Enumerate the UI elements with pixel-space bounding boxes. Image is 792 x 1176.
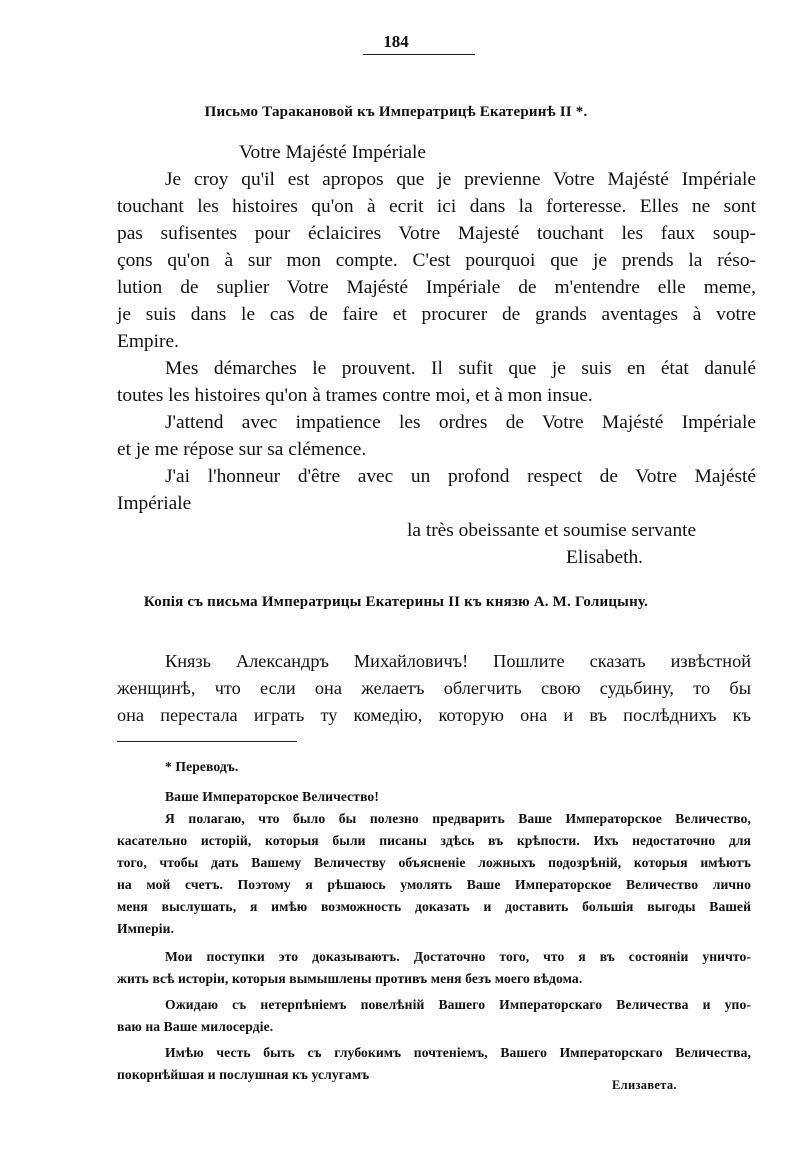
- copy-line: Князь Александръ Михайловичъ! Пошлите сказать извѣстной: [165, 651, 751, 671]
- letter-line: çons qu'on à sur mon compte. C'est pourquoi que je prends la réso-: [117, 250, 756, 271]
- letter-line: Mes démarches le prouvent. Il sufit que je suis en état danulé: [165, 358, 756, 379]
- letter-closing: la très obeissante et soumise servante: [407, 520, 697, 541]
- footnote-line: на мой счетъ. Поэтому я рѣшаюсь умолять Ваше Императорское Величество лично: [117, 877, 751, 892]
- copy-line: женщинѣ, что если она желаетъ облегчить свою судьбину, то бы: [117, 678, 751, 698]
- footnote-rule: [117, 741, 297, 742]
- page-number: 184: [383, 32, 409, 51]
- footnote-line: Имперіи.: [117, 921, 175, 936]
- footnote-line: покорнѣйшая и послушная къ услугамъ: [117, 1067, 370, 1082]
- letter-line: Je croy qu'il est apropos que je previenne Votre Majésté Impériale: [165, 169, 756, 190]
- letter-line: pas sufisentes pour éclaicires Votre Majesté touchant les faux soup-: [117, 223, 756, 244]
- footnote-line: Я полагаю, что было бы полезно предварить Ваше Императорское Величество,: [165, 811, 751, 826]
- footnote-marker: * Переводъ.: [165, 759, 239, 774]
- letter-line: Impériale: [117, 493, 192, 514]
- footnote-line: ваю на Ваше милосердіе.: [117, 1019, 274, 1034]
- letter-line: touchant les histoires qu'on à ecrit ici dans la forteresse. Elles ne sont: [117, 196, 756, 217]
- letter-line: Empire.: [117, 331, 179, 352]
- footnote-line: того, чтобы дать Вашему Величеству объясненіе ложныхъ подозрѣній, которыя имѣютъ: [117, 855, 751, 870]
- letter-line: J'ai l'honneur d'être avec un profond respect de Votre Majésté: [165, 466, 756, 487]
- letter-line: toutes les histoires qu'on à trames contre moi, et à mon insue.: [117, 385, 593, 406]
- footnote-line: меня выслушать, я имѣю возможность доказать и доставить большія выгоды Вашей: [117, 899, 751, 914]
- footnote-line: Мои поступки это доказываютъ. Достаточно того, что я въ состояніи уничто-: [165, 949, 751, 964]
- footnote-line: жить всѣ исторіи, которыя вымышлены противъ меня безъ моего вѣдома.: [117, 971, 583, 986]
- copy-heading: Копія съ письма Императрицы Екатерины II къ князю А. М. Голицыну.: [143, 594, 649, 610]
- letter-line: et je me répose sur sa clémence.: [117, 439, 367, 460]
- copy-line: она перестала играть ту комедію, которую она и въ послѣднихъ къ: [117, 705, 751, 725]
- page-number-rule: [363, 54, 475, 55]
- footnote-line: касательно исторій, которыя были писаны здѣсь въ крѣпости. Ихъ недостаточно для: [117, 833, 751, 848]
- footnote-signature: Елизавета.: [612, 1078, 677, 1092]
- letter-line: lution de suplier Votre Majésté Impériale de m'entendre elle meme,: [117, 277, 756, 298]
- letter-heading: Письмо Таракановой къ Императрицѣ Екатеринѣ II *.: [204, 104, 588, 120]
- letter-salutation: Votre Majésté Impériale: [239, 142, 427, 163]
- footnote-salutation: Ваше Императорское Величество!: [165, 789, 379, 804]
- footnote-line: Имѣю честь быть съ глубокимъ почтеніемъ, Вашего Императорскаго Величества,: [165, 1045, 751, 1060]
- letter-signature: Elisabeth.: [566, 547, 644, 568]
- letter-line: je suis dans le cas de faire et procurer de grands aventages à votre: [117, 304, 756, 325]
- footnote-line: Ожидаю съ нетерпѣніемъ повелѣній Вашего Императорскаго Величества и упо-: [165, 997, 751, 1012]
- letter-line: J'attend avec impatience les ordres de Votre Majésté Impériale: [165, 412, 756, 433]
